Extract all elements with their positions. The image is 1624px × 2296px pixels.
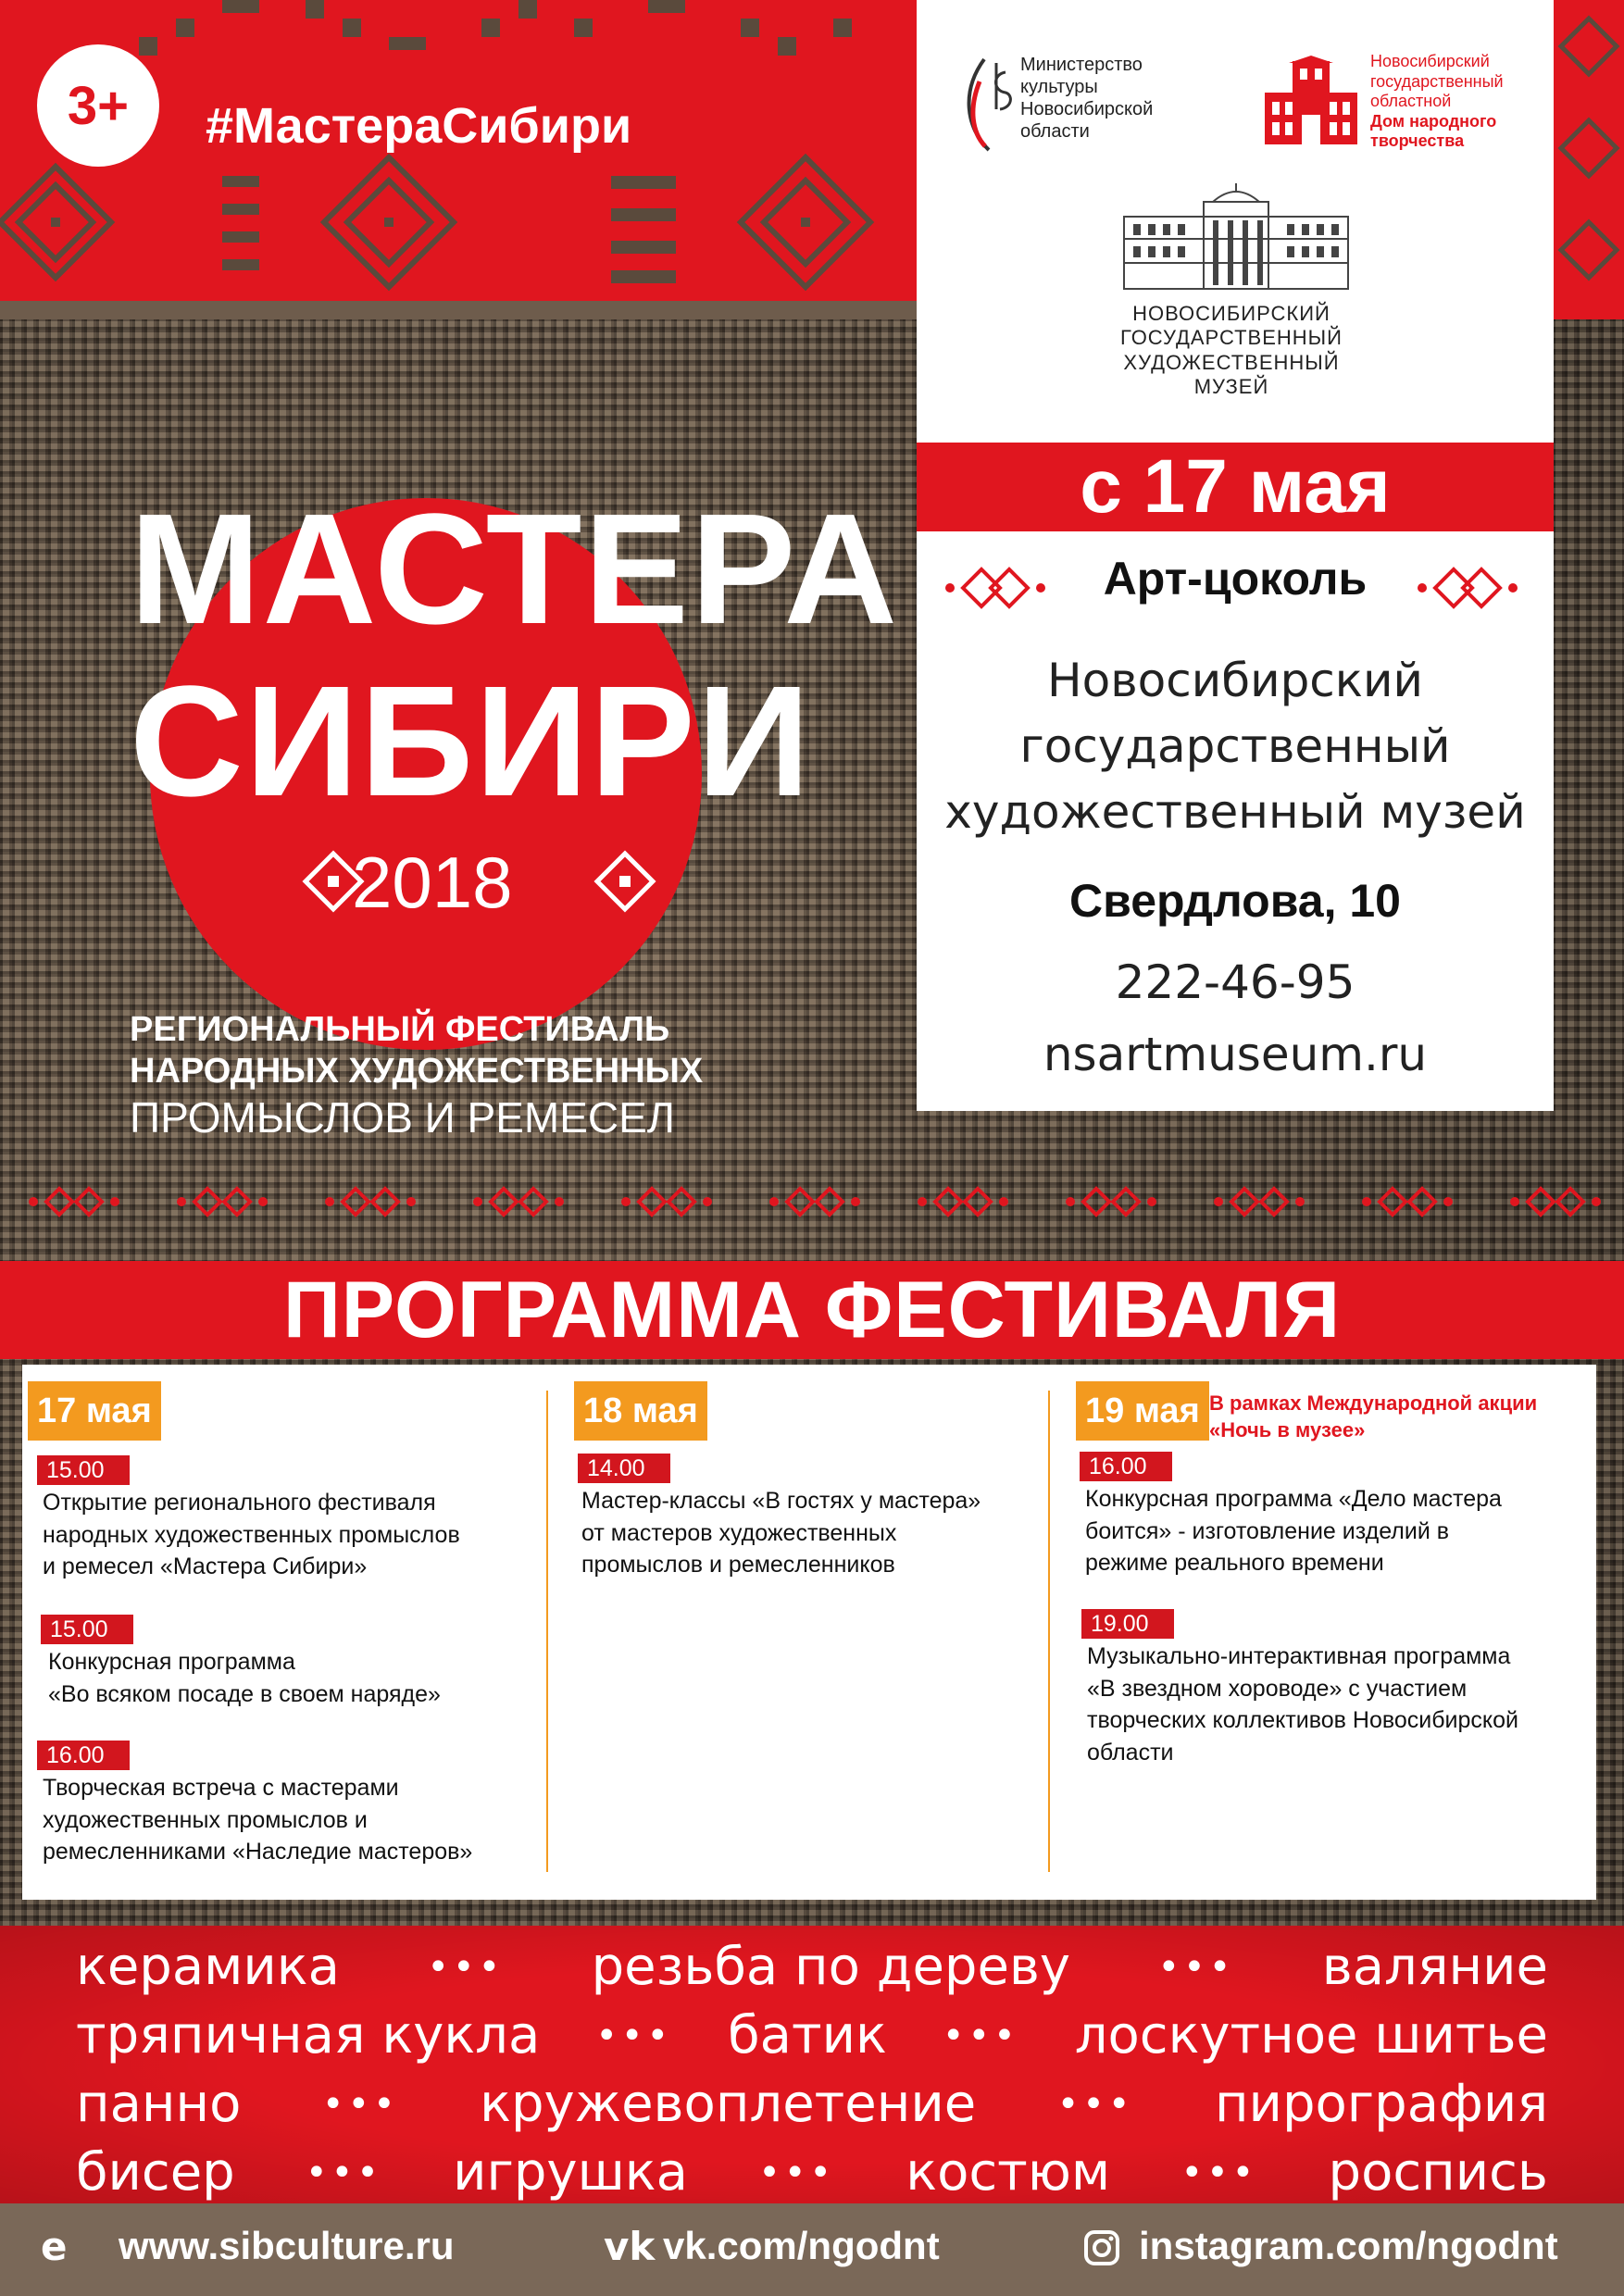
time-badge: 15.00 [37,1455,130,1485]
dots-separator: ••• [595,2014,673,2057]
craft-item: костюм [906,2142,1111,2202]
top-ornament-band [0,0,917,319]
instagram-link[interactable]: instagram.com/ngodnt [1139,2224,1558,2267]
venue-address: Свердлова, 10 [1069,875,1401,927]
column-divider [546,1391,548,1872]
start-date-banner: с 17 мая [917,443,1554,531]
craft-item: лоскутное шитье [1074,2005,1548,2065]
craft-row [76,1937,1548,1997]
craft-item: резьба по дереву [591,1937,1071,1997]
dots-separator: ••• [758,2151,836,2194]
dots-separator: ••• [306,2151,382,2194]
age-rating-badge: 3+ [37,44,159,167]
dots-separator: ••• [942,2014,1019,2057]
hashtag: #МастераСибири [206,98,632,154]
ornament-pattern [1554,0,1624,319]
craft-item: пирография [1214,2074,1548,2134]
day-badge: 18 мая [574,1381,707,1441]
event-description: Конкурсная программа «Во всяком посаде в своем наряде» [48,1649,441,1707]
craft-item: игрушка [453,2142,688,2202]
craft-row [76,2142,1548,2202]
craft-row [76,2074,1548,2134]
festival-title-line1: МАСТЕРА [130,481,900,657]
venue-website-link[interactable]: nsartmuseum.ru [1043,1028,1428,1081]
event-description: Музыкально-интерактивная программа «В звездном хороводе» с участием творческих коллективов Новосибирской области [1087,1643,1519,1766]
venue-phone[interactable]: 222-46-95 [1115,955,1355,1009]
footer-links [0,2203,1624,2296]
craft-item: керамика [76,1937,340,1997]
event-description: Открытие регионального фестиваля народных художественных промыслов и ремесел «Мастера Сибири» [43,1490,460,1579]
festival-subtitle: РЕГИОНАЛЬНЫЙ ФЕСТИВАЛЬ НАРОДНЫХ ХУДОЖЕСТВЕННЫХ ПРОМЫСЛОВ И РЕМЕСЕЛ [130,1010,704,1142]
vk-icon: vk [604,2224,656,2269]
day-badge: 17 мая [28,1381,161,1441]
dots-separator: ••• [1157,1945,1235,1989]
art-museum-logo-icon [1120,183,1352,294]
dots-separator: ••• [321,2082,399,2126]
time-badge: 15.00 [41,1615,133,1644]
dots-separator: ••• [1056,2082,1134,2126]
ministry-name: Министерство культуры Новосибирской области [1020,55,1154,142]
craft-item: бисер [76,2142,235,2202]
craft-item: тряпичная кукла [76,2005,541,2065]
day-badge: 19 мая [1076,1381,1209,1441]
venue-label: Арт-цоколь [1103,553,1368,605]
night-at-museum-note: В рамках Международной акции «Ночь в музее» [1209,1391,1538,1441]
festival-year: 2018 [352,842,513,923]
event-info-panel [917,0,1554,1111]
ie-icon: e [41,2224,68,2269]
time-badge: 16.00 [1080,1452,1172,1481]
craft-item: панно [76,2074,242,2134]
time-badge: 14.00 [578,1454,670,1483]
event-description: Мастер-классы «В гостях у мастера» от мастеров художественных промыслов и ремесленников [581,1488,981,1578]
craft-item: валяние [1321,1937,1548,1997]
right-ornament-strip [1554,0,1624,319]
festival-title-line2: СИБИРИ [130,654,812,830]
house-of-folk-art-logo-icon [1257,56,1364,148]
vk-link[interactable]: vk.com/ngodnt [663,2224,940,2267]
time-badge: 16.00 [37,1741,130,1770]
craft-row [76,2005,1548,2065]
art-museum-name: НОВОСИБИРСКИЙ ГОСУДАРСТВЕННЫЙ ХУДОЖЕСТВЕННЫЙ МУЗЕЙ [1120,302,1343,399]
craft-item: кружевоплетение [480,2074,977,2134]
sibculture-link[interactable]: www.sibculture.ru [119,2224,455,2267]
instagram-icon [1083,2229,1120,2266]
dots-separator: ••• [1181,2151,1258,2194]
event-description: Творческая встреча с мастерами художественных промыслов и ремесленниками «Наследие мастеров» [43,1775,473,1865]
ministry-logo-icon [952,54,1017,156]
craft-item: батик [728,2005,887,2065]
program-heading: ПРОГРАММА ФЕСТИВАЛЯ [0,1261,1624,1359]
event-description: Конкурсная программа «Дело мастера боится» - изготовление изделий в режиме реального времени [1085,1486,1502,1576]
venue-museum-name: Новосибирский государственный художественный музей [944,654,1526,839]
ornament-row [0,1174,1624,1229]
dots-separator: ••• [427,1945,505,1989]
craft-item: роспись [1328,2142,1548,2202]
column-divider [1048,1391,1050,1872]
house-of-folk-art-name: Новосибирский государственный областной Дом народного творчества [1370,52,1504,151]
crafts-list [0,1926,1624,2203]
program-schedule [22,1365,1596,1900]
time-badge: 19.00 [1081,1609,1174,1639]
ornament-pattern [0,0,917,319]
